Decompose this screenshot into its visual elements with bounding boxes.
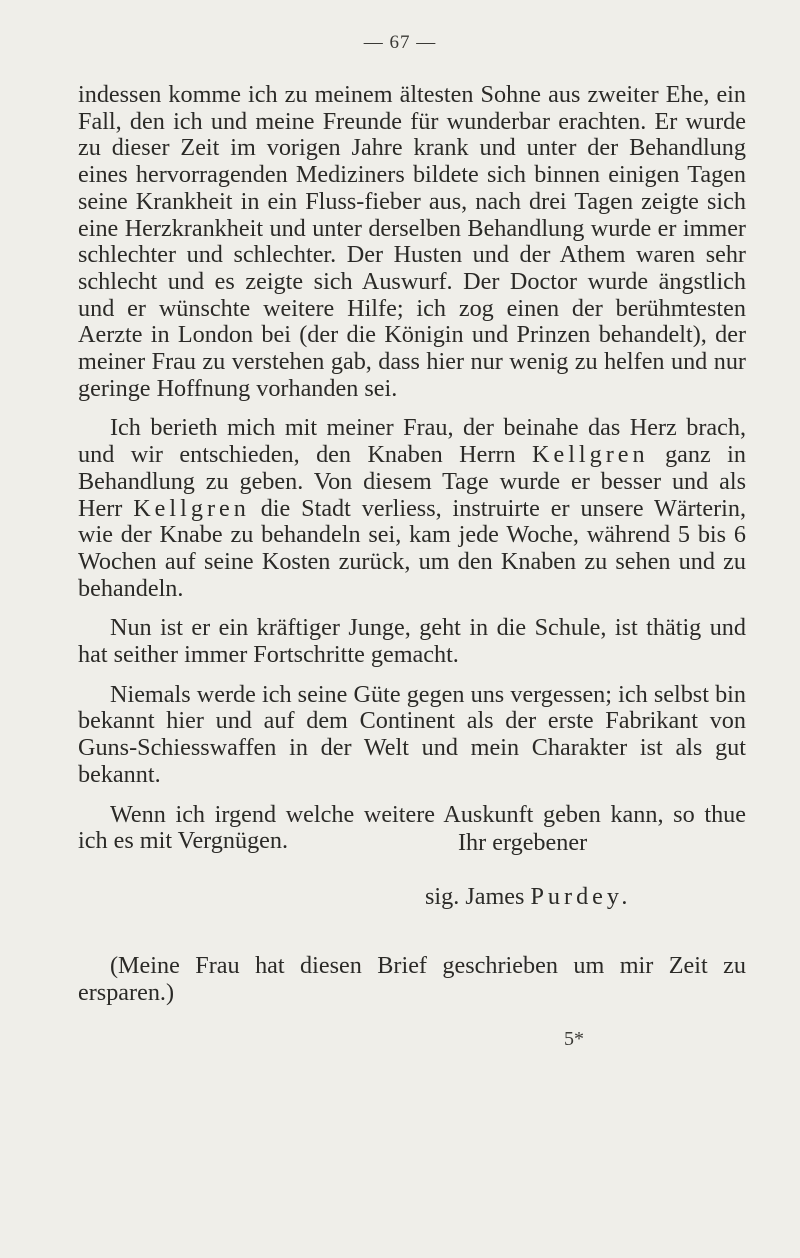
paragraph-5 [78, 802, 746, 855]
paragraph-3-text: Nun ist er ein kräftiger Junge, geht in die Schule, ist thätig und hat seither immer Fortschritte gemacht. [78, 614, 746, 669]
sheet-signature-mark: 5* [564, 1028, 584, 1050]
paragraph-1 [78, 82, 746, 402]
postscript [78, 953, 746, 1006]
paragraph-3 [78, 615, 746, 668]
paragraph-1-text: indessen komme ich zu meinem ältesten Sohne aus zweiter Ehe, ein Fall, den ich und meine Freunde für wunderbar erachten. Er wurde zu dieser Zeit im vorigen Jahre krank und unter der Behandlung eines hervorragenden Mediziners bildete sich binnen einigen Tagen seine Krankheit in ein Fluss-fieber aus, nach drei Tagen zeigte sich eine Herzkrankheit und unter derselben Behandlung wurde er immer schlechter und schlechter. Der Husten und der Athem waren sehr schlecht und es zeigte sich Auswurf. Der Doctor wurde ängstlich und er wünschte weitere Hilfe; ich zog einen der berühmtesten Aerzte in London bei (der die Königin und Prinzen behandelt), der meiner Frau zu verstehen gab, dass hier nur wenig zu helfen und nur geringe Hoffnung vorhanden sei. [78, 81, 746, 402]
signature-prefix: sig. James [425, 883, 531, 910]
paragraph-4-text: Niemals werde ich seine Güte gegen uns vergessen; ich selbst bin bekannt hier und auf dem Continent als der erste Fabrikant von Guns-Schiesswaffen in der Welt und mein Charakter ist als gut bekannt. [78, 680, 746, 788]
signature-line [425, 884, 631, 911]
paragraph-2 [78, 415, 746, 602]
paragraph-2-text-b: ganz in Behandlung zu geben. Von diesem Tage wurde er besser und als Herr [78, 441, 746, 522]
paragraph-2-text-c: die Stadt verliess, instruirte er unsere Wärterin, wie der Knabe zu behandeln sei, kam jede Woche, während 5 bis 6 Wochen auf seine Kosten zurück, um den Knaben zu sehen und zu behandeln. [78, 494, 747, 602]
name-kellgren: Kellgren [532, 441, 649, 469]
page-number: — 67 — [363, 32, 437, 53]
postscript-text: (Meine Frau hat diesen Brief geschrieben um mir Zeit zu ersparen.) [78, 952, 746, 1006]
letter-body [78, 82, 746, 855]
signature-name: Purdey. [530, 883, 632, 910]
paragraph-4 [78, 682, 746, 789]
name-kellgren: Kellgren [133, 494, 250, 522]
paragraph-5-text: Wenn ich irgend welche weitere Auskunft geben kann, so thue ich es mit Vergnügen. [78, 800, 746, 855]
paragraph-2-text-a: Ich berieth mich mit meiner Frau, der beinahe das Herz brach, und wir entschieden, den Knaben Herrn [78, 414, 746, 469]
closing-greeting: Ihr ergebener [458, 829, 588, 856]
